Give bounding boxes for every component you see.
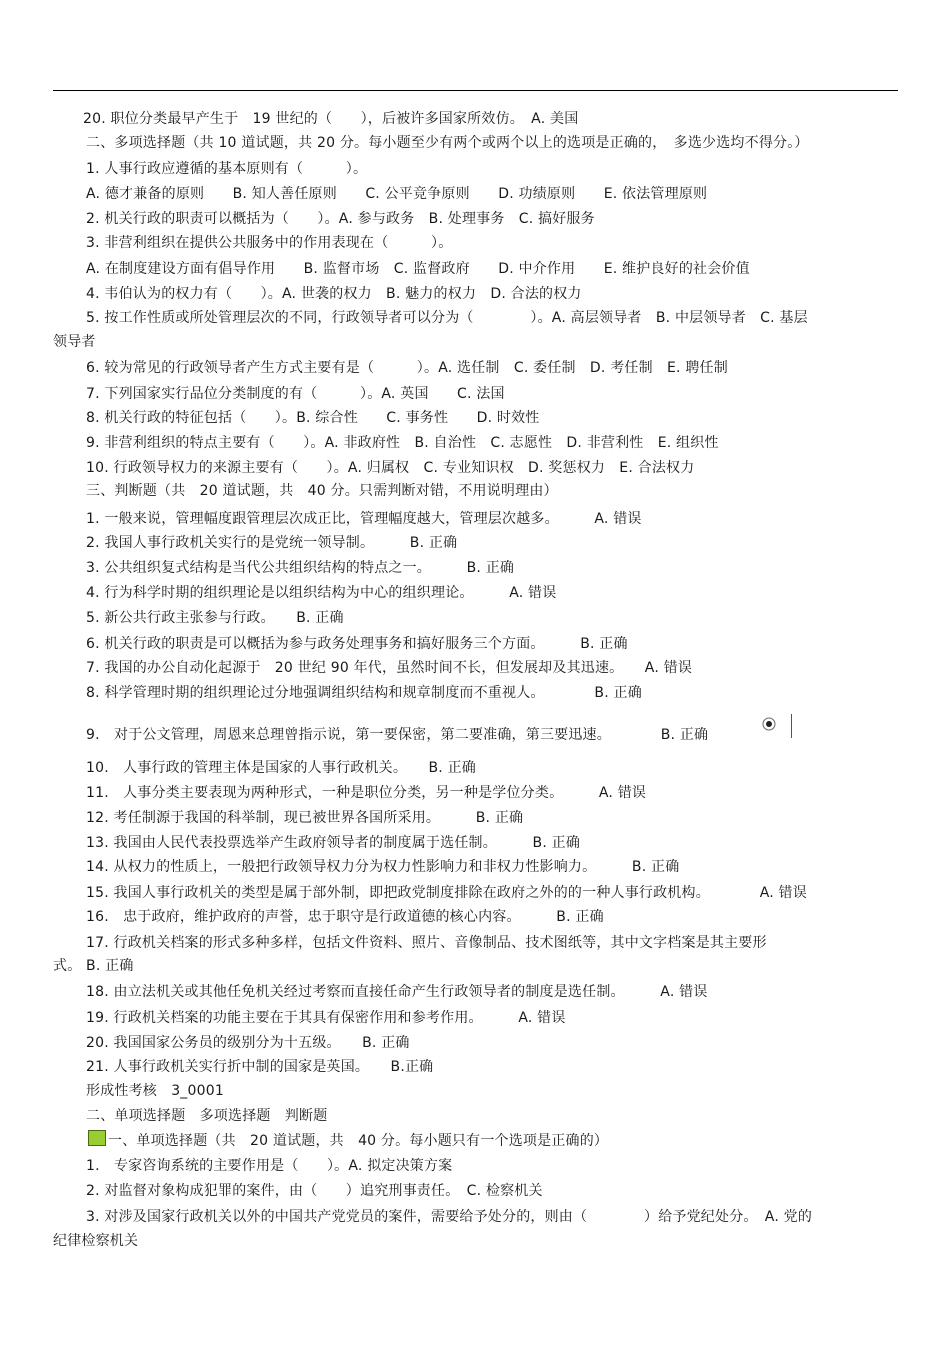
judge-line: 3. 公共组织复式结构是当代公共组织结构的特点之一。 B. 正确: [86, 560, 515, 576]
judge-line: 12. 考任制源于我国的科举制，现已被世界各国所采用。 B. 正确: [86, 810, 524, 826]
question-line: 1. 专家咨询系统的主要作用是（ ）。A. 拟定决策方案: [86, 1158, 453, 1174]
judge-line: 15. 我国人事行政机关的类型是属于部外制，即把政党制度排除在政府之外的的一种人事行政机构。 A. 错误: [86, 885, 807, 901]
judge-line: 6. 机关行政的职责是可以概括为参与政务处理事务和搞好服务三个方面。 B. 正确: [86, 636, 628, 652]
question-line: 7. 下列国家实行品位分类制度的有（ ）。A. 英国 C. 法国: [86, 386, 505, 402]
options-line: A. 在制度建设方面有倡导作用 B. 监督市场 C. 监督政府 D. 中介作用 E. 维护良好的社会价值: [86, 261, 750, 277]
judge-line: 8. 科学管理时期的组织理论过分地强调组织结构和规章制度而不重视人。 B. 正确: [86, 685, 642, 701]
judge-line: 5. 新公共行政主张参与行政。 B. 正确: [86, 610, 344, 626]
judge-line: 4. 行为科学时期的组织理论是以组织结构为中心的组织理论。 A. 错误: [86, 585, 557, 601]
section-heading: 一、单项选择题（共 20 道试题，共 40 分。每小题只有一个选项是正确的）: [108, 1133, 609, 1149]
question-line: 3. 非营利组织在提供公共服务中的作用表现在（ ）。: [86, 235, 453, 251]
text-line: 20. 职位分类最早产生于 19 世纪的（ ），后被许多国家所效仿。 A. 美国: [83, 111, 579, 127]
question-line: 1. 人事行政应遵循的基本原则有（ ）。: [86, 161, 368, 177]
radio-icon[interactable]: [762, 717, 776, 731]
judge-line: 9. 对于公文管理，周恩来总理曾指示说，第一要保密，第二要准确，第三要迅速。 B. 正确: [86, 727, 709, 743]
question-line: 10. 行政领导权力的来源主要有（ ）。A. 归属权 C. 专业知识权 D. 奖惩权力 E. 合法权力: [86, 460, 695, 476]
question-line-wrap: 纪律检察机关: [53, 1233, 139, 1249]
judge-line: 1. 一般来说，管理幅度跟管理层次成正比，管理幅度越大，管理层次越多。 A. 错误: [86, 511, 642, 527]
question-line: 8. 机关行政的特征包括（ ）。B. 综合性 C. 事务性 D. 时效性: [86, 410, 540, 426]
question-line: 4. 韦伯认为的权力有（ ）。A. 世袭的权力 B. 魅力的权力 D. 合法的权力: [86, 286, 582, 302]
pencil-icon: [88, 1130, 106, 1146]
question-line: 6. 较为常见的行政领导者产生方式主要有是（ ）。A. 选任制 C. 委任制 D. 考任制 E. 聘任制: [86, 360, 728, 376]
judge-line: 16. 忠于政府，维护政府的声誉，忠于职守是行政道德的核心内容。 B. 正确: [86, 909, 604, 925]
judge-line: 13. 我国由人民代表投票选举产生政府领导者的制度属于选任制。 B. 正确: [86, 835, 581, 851]
question-type-tabs[interactable]: 二、单项选择题 多项选择题 判断题: [86, 1108, 328, 1124]
assessment-title: 形成性考核 3_0001: [86, 1083, 224, 1099]
judge-line: 7. 我国的办公自动化起源于 20 世纪 90 年代，虽然时间不长，但发展却及其迅速。 A. 错误: [86, 660, 693, 676]
judge-line: 11. 人事分类主要表现为两种形式，一种是职位分类，另一种是学位分类。 A. 错误: [86, 785, 647, 801]
judge-line: 21. 人事行政机关实行折中制的国家是英国。 B.正确: [86, 1059, 434, 1075]
judge-line: 20. 我国国家公务员的级别分为十五级。 B. 正确: [86, 1035, 410, 1051]
question-line: 5. 按工作性质或所处管理层次的不同，行政领导者可以分为（ ）。A. 高层领导者 B. 中层领导者 C. 基层: [86, 310, 808, 326]
top-rule: [53, 90, 898, 91]
section-heading: 三、判断题（共 20 道试题，共 40 分。只需判断对错，不用说明理由）: [86, 483, 558, 499]
judge-line: 14. 从权力的性质上，一般把行政领导权力分为权力性影响力和非权力性影响力。 B. 正确: [86, 859, 680, 875]
judge-line: 17. 行政机关档案的形式多种多样，包括文件资料、照片、音像制品、技术图纸等，其中文字档案是其主要形: [86, 935, 767, 951]
question-line-wrap: 领导者: [53, 334, 96, 350]
question-line: 9. 非营利组织的特点主要有（ ）。A. 非政府性 B. 自治性 C. 志愿性 D. 非营利性 E. 组织性: [86, 435, 719, 451]
options-line: A. 德才兼备的原则 B. 知人善任原则 C. 公平竞争原则 D. 功绩原则 E. 依法管理原则: [86, 186, 708, 202]
question-line: 2. 机关行政的职责可以概括为（ ）。A. 参与政务 B. 处理事务 C. 搞好服务: [86, 211, 595, 227]
judge-line: 2. 我国人事行政机关实行的是党统一领导制。 B. 正确: [86, 535, 458, 551]
judge-line: 18. 由立法机关或其他任免机关经过考察而直接任命产生行政领导者的制度是选任制。 A. 错误: [86, 984, 708, 1000]
section-heading: 二、多项选择题（共 10 道试题，共 20 分。每小题至少有两个或两个以上的选项是正确的， 多选少选均不得分。）: [86, 135, 809, 151]
judge-line: 19. 行政机关档案的功能主要在于其具有保密作用和参考作用。 A. 错误: [86, 1010, 566, 1026]
cursor-bar: [791, 714, 792, 738]
judge-line-wrap: 式。 B. 正确: [53, 958, 134, 974]
question-line: 2. 对监督对象构成犯罪的案件，由（ ）追究刑事责任。 C. 检察机关: [86, 1183, 543, 1199]
question-line: 3. 对涉及国家行政机关以外的中国共产党党员的案件，需要给予处分的，则由（ ）给予党纪处分。 A. 党的: [86, 1209, 813, 1225]
judge-line: 10. 人事行政的管理主体是国家的人事行政机关。 B. 正确: [86, 760, 476, 776]
